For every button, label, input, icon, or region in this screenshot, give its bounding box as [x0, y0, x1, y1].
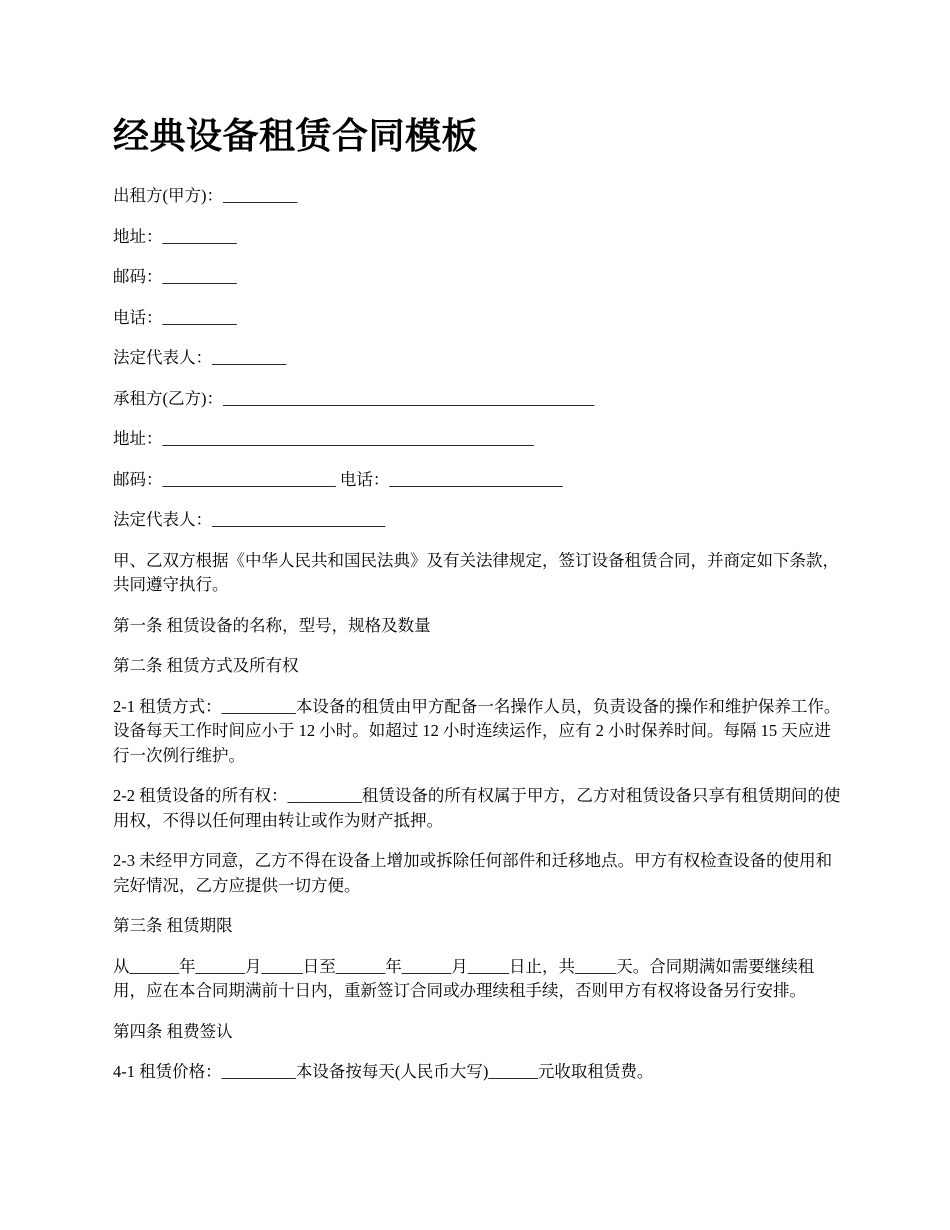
lessee-legal-rep-line: 法定代表人：_____________________ [113, 510, 386, 529]
lease-term-paragraph: 从______年______月_____日至______年______月_____日止，共_____天。合同期满如需要继续租用，应在本合同期满前十日内，重新签订合同或办理续租手续，否则甲方有权将设备另行安排。 [113, 956, 815, 1000]
clause-2-1-paragraph: 2-1 租赁方式：_________本设备的租赁由甲方配备一名操作人员，负责设备的操作和维护保养工作。设备每天工作时间应小于 12 小时。如超过 12 小时连续运作，应有 2 小时保养时间。每隔 15 天应进行一次例行维护。 [113, 696, 841, 765]
lessee-postcode-phone-line: 邮码：_____________________ 电话：_____________________ [113, 469, 563, 489]
article-1-heading: 第一条 租赁设备的名称，型号，规格及数量 [113, 615, 431, 635]
lessor-legal-rep-line: 法定代表人：_________ [113, 348, 287, 367]
lessor-address-line: 地址：_________ [113, 226, 237, 246]
article-4-heading: 第四条 租费签认 [113, 1021, 233, 1041]
clause-4-1-paragraph: 4-1 租赁价格：_________本设备按每天(人民币大写)______元收取租赁费。 [113, 1062, 654, 1081]
lessor-name-line: 出租方(甲方)：_________ [113, 186, 298, 205]
document-title: 经典设备租赁合同模板 [113, 116, 479, 156]
document-page [113, 108, 841, 1101]
lessee-address-line: 地址：_____________________________________________ [113, 429, 534, 448]
preamble-paragraph: 甲、乙双方根据《中华人民共和国民法典》及有关法律规定，签订设备租赁合同，并商定如下条款，共同遵守执行。 [113, 550, 839, 594]
lessor-postcode-line: 邮码：_________ [113, 267, 237, 286]
clause-2-2-paragraph: 2-2 租赁设备的所有权：_________租赁设备的所有权属于甲方，乙方对租赁设备只享有租赁期间的使用权，不得以任何理由转让或作为财产抵押。 [113, 786, 841, 830]
article-3-heading: 第三条 租赁期限 [113, 916, 233, 935]
article-2-heading: 第二条 租赁方式及所有权 [113, 656, 299, 675]
lessor-phone-line: 电话：_________ [113, 307, 237, 327]
lessee-name-line: 承租方(乙方)：_____________________________________________ [113, 388, 595, 408]
clause-2-3-paragraph: 2-3 未经甲方同意，乙方不得在设备上增加或拆除任何部件和迁移地点。甲方有权检查设备的使用和完好情况，乙方应提供一切方便。 [113, 851, 833, 895]
